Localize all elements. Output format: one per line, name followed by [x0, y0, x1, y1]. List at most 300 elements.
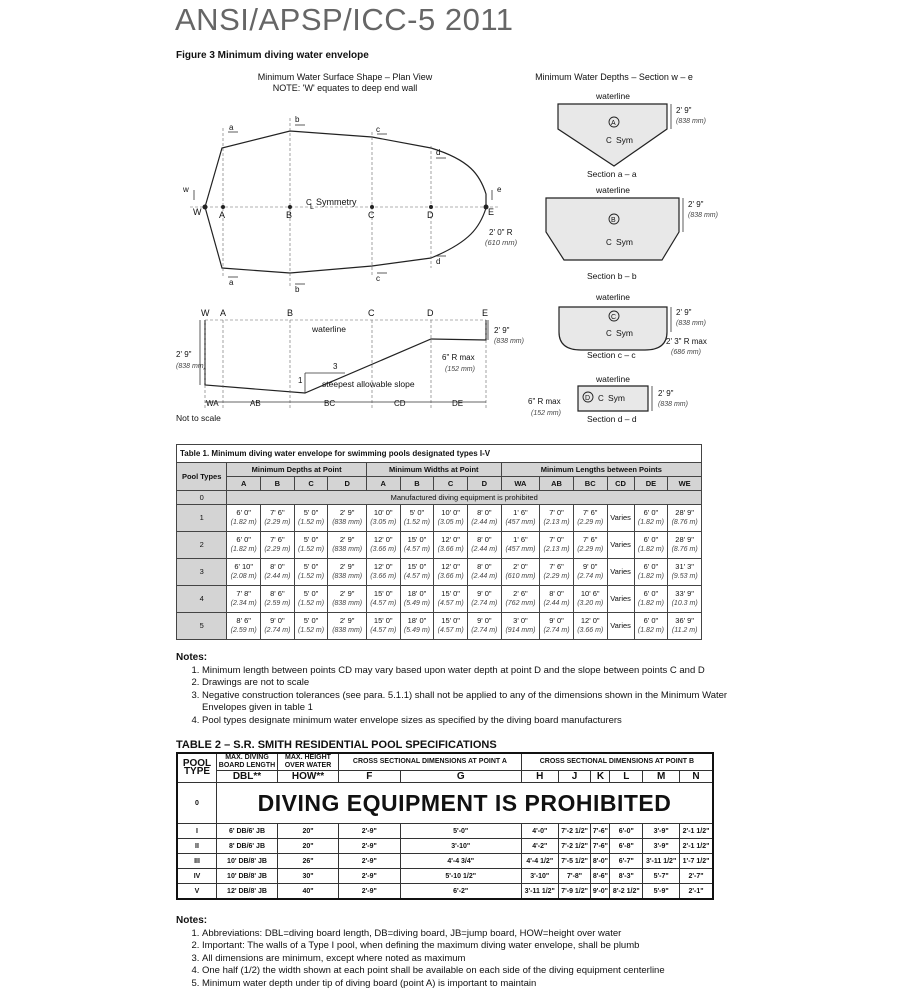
table-cell: 3'-10": [400, 839, 521, 854]
column-letter: L: [610, 771, 643, 783]
table-cell: [434, 559, 468, 586]
metric-value: (1.52 m): [403, 519, 430, 526]
table-cell: [261, 505, 295, 532]
table-cell: [294, 586, 328, 613]
column-header: A: [227, 477, 261, 491]
svg-text:1: 1: [298, 376, 303, 385]
metric-value: (838 mm): [332, 573, 363, 580]
svg-text:a: a: [229, 123, 234, 132]
svg-text:(838 mm): (838 mm): [658, 401, 688, 408]
table-cell: [366, 532, 400, 559]
metric-value: (838 mm): [332, 546, 363, 553]
pool-types-header: Pool Types: [177, 463, 227, 491]
document-title: ANSI/APSP/ICC-5 2011: [175, 2, 514, 37]
table-row: [177, 613, 702, 640]
column-header: C: [434, 477, 468, 491]
table-cell: [328, 559, 367, 586]
metric-value: (3.66 m): [437, 546, 464, 553]
svg-text:Sym: Sym: [616, 328, 633, 338]
imperial-value: 8' 0": [549, 589, 564, 598]
table-cell: 7'-2 1/2": [558, 839, 591, 854]
table-cell: [227, 613, 261, 640]
table-cell: [668, 613, 702, 640]
table-cell: [501, 586, 540, 613]
table-cell: [540, 559, 574, 586]
table-cell: 2'-1 1/2": [680, 839, 713, 854]
svg-text:B: B: [287, 308, 294, 318]
imperial-value: 8' 0": [270, 562, 285, 571]
metric-value: (2.08 m): [230, 573, 257, 580]
svg-text:A: A: [220, 308, 227, 318]
table-cell: 20": [278, 824, 339, 839]
section-b: [546, 198, 679, 260]
svg-text:waterline: waterline: [596, 374, 631, 384]
metric-value: (762 mm): [505, 600, 536, 607]
svg-text:d: d: [436, 148, 441, 157]
metric-value: (4.57 m): [370, 600, 397, 607]
table-cell: [366, 505, 400, 532]
svg-text:2' 9": 2' 9": [676, 106, 692, 115]
svg-text:c: c: [376, 125, 380, 134]
svg-text:BC: BC: [324, 399, 336, 408]
section-title: Minimum Water Depths – Section w – e: [535, 72, 693, 82]
column-header: A: [366, 477, 400, 491]
table-1-caption: Table 1. Minimum diving water envelope for swimming pools designated types I-V: [177, 445, 702, 463]
metric-value: (2.29 m): [577, 519, 604, 526]
imperial-value: 12' 0": [373, 535, 393, 544]
figure-diagram: [0, 0, 900, 440]
label-A: A: [219, 210, 226, 220]
table-cell: [328, 532, 367, 559]
figure-caption: Figure 3 Minimum diving water envelope: [176, 50, 369, 61]
table-row: [177, 559, 702, 586]
metric-value: (2.44 m): [471, 546, 498, 553]
imperial-value: 7' 6": [270, 535, 285, 544]
plan-note: NOTE: 'W' equates to deep end wall: [272, 83, 418, 93]
metric-value: (1.52 m): [298, 600, 325, 607]
svg-text:(686 mm): (686 mm): [671, 349, 701, 356]
table-cell: [467, 613, 501, 640]
table-cell: 6'-0": [610, 824, 643, 839]
label-B: B: [286, 210, 293, 220]
svg-text:Section a – a: Section a – a: [587, 169, 637, 179]
metric-value: (1.82 m): [637, 627, 664, 634]
table-cell: [668, 559, 702, 586]
table-cell: 2'-9": [339, 884, 401, 900]
metric-value: (2.29 m): [264, 546, 291, 553]
column-letter: H: [521, 771, 558, 783]
table-cell: 4'-4 3/4": [400, 854, 521, 869]
metric-value: (838 mm): [332, 627, 363, 634]
metric-value: (3.66 m): [577, 627, 604, 634]
imperial-value: 7' 0": [549, 535, 564, 544]
row-type-0: 0: [177, 783, 217, 824]
svg-text:2' 9": 2' 9": [676, 308, 692, 317]
imperial-value: 9' 0": [549, 616, 564, 625]
svg-text:Section b – b: Section b – b: [587, 271, 637, 281]
imperial-value: 6' 0": [643, 535, 659, 544]
notes-2-heading: Notes:: [176, 915, 208, 926]
svg-text:(838 mm): (838 mm): [688, 212, 718, 219]
imperial-value: 9' 0": [582, 562, 598, 571]
table-cell: 10' DB/8' JB: [217, 869, 278, 884]
imperial-value: 33' 9": [675, 589, 694, 598]
table-cell: [434, 586, 468, 613]
table-cell: 2'-9": [339, 839, 401, 854]
notes-1-heading: Notes:: [176, 652, 208, 663]
table-cell: [467, 586, 501, 613]
svg-text:Sym: Sym: [616, 237, 633, 247]
svg-text:C: C: [606, 238, 612, 247]
radius-label: 2' 0" R: [489, 228, 513, 237]
table-cell: [294, 559, 328, 586]
table-cell: [261, 532, 295, 559]
table-cell: [668, 505, 702, 532]
table-row: [177, 839, 713, 854]
svg-text:waterline: waterline: [312, 324, 347, 334]
table-cell: [501, 559, 540, 586]
table-row: [177, 505, 702, 532]
svg-text:waterline: waterline: [596, 292, 631, 302]
imperial-value: 2' 9": [339, 562, 355, 571]
metric-value: (838 mm): [332, 600, 363, 607]
table-cell: 4'-4 1/2": [521, 854, 558, 869]
svg-text:(838 mm): (838 mm): [676, 118, 706, 125]
imperial-value: 7' 6": [582, 508, 598, 517]
imperial-value: Varies: [610, 513, 631, 522]
metric-value: (914 mm): [505, 627, 536, 634]
metric-value: (4.57 m): [403, 573, 430, 580]
metric-value: (2.74 m): [577, 573, 604, 580]
metric-value: (2.74 m): [471, 627, 498, 634]
plan-title: Minimum Water Surface Shape – Plan View: [257, 72, 433, 82]
table-cell: [328, 613, 367, 640]
table-cell: [261, 586, 295, 613]
metric-value: (4.57 m): [437, 600, 464, 607]
metric-value: (2.29 m): [577, 546, 604, 553]
column-letter: M: [643, 771, 680, 783]
imperial-value: 2' 0": [513, 562, 528, 571]
table-cell: 5'-0": [400, 824, 521, 839]
table-cell: 8'-6": [591, 869, 610, 884]
table-cell: 1'-7 1/2": [680, 854, 713, 869]
column-letter: N: [680, 771, 713, 783]
svg-text:2' 9": 2' 9": [494, 326, 510, 335]
table-cell: [573, 586, 607, 613]
table-cell: 3'-10": [521, 869, 558, 884]
metric-value: (2.44 m): [471, 573, 498, 580]
svg-text:(610 mm): (610 mm): [485, 238, 518, 247]
svg-text:DE: DE: [452, 399, 464, 408]
row-type-0: 0: [177, 491, 227, 505]
table-cell: [607, 586, 634, 613]
imperial-value: 28' 9": [675, 508, 694, 517]
table-cell: [366, 613, 400, 640]
svg-text:waterline: waterline: [596, 91, 631, 101]
table-cell: 5'-10 1/2": [400, 869, 521, 884]
metric-value: (3.66 m): [370, 573, 397, 580]
row-type: 5: [177, 613, 227, 640]
imperial-value: 10' 0": [373, 508, 393, 517]
imperial-value: 7' 6": [270, 508, 285, 517]
table-cell: [434, 505, 468, 532]
table-cell: [328, 586, 367, 613]
row-type: 2: [177, 532, 227, 559]
metric-value: (4.57 m): [370, 627, 397, 634]
widths-header: Minimum Widths at Point: [366, 463, 501, 477]
table-cell: 26": [278, 854, 339, 869]
column-header: WA: [501, 477, 540, 491]
metric-value: (11.2 m): [671, 627, 698, 634]
table-cell: 8'-0": [591, 854, 610, 869]
column-header: B: [400, 477, 434, 491]
svg-text:d: d: [436, 257, 441, 266]
table-cell: [400, 586, 434, 613]
imperial-value: 2' 9": [339, 589, 355, 598]
metric-value: (838 mm): [332, 519, 363, 526]
svg-text:C: C: [598, 394, 604, 403]
svg-text:(838 mm): (838 mm): [676, 320, 706, 327]
table-cell: 8'-2 1/2": [610, 884, 643, 900]
row-type: II: [177, 839, 217, 854]
imperial-value: 5' 0": [303, 616, 319, 625]
imperial-value: Varies: [610, 594, 631, 603]
table-cell: 2'-7": [680, 869, 713, 884]
svg-text:D: D: [427, 308, 434, 318]
symmetry-label: Symmetry: [316, 197, 357, 207]
imperial-value: 7' 6": [549, 562, 564, 571]
column-header-row: [177, 477, 702, 491]
prohibited-banner: DIVING EQUIPMENT IS PROHIBITED: [217, 783, 714, 824]
imperial-value: Varies: [610, 621, 631, 630]
metric-value: (5.49 m): [403, 627, 430, 634]
table-2-letter-row: DBL** HOW** F G H J K L M N: [177, 771, 713, 783]
table-cell: [467, 532, 501, 559]
label-W: W: [193, 207, 202, 217]
row-type: V: [177, 884, 217, 900]
metric-value: (1.82 m): [637, 573, 664, 580]
metric-value: (2.29 m): [543, 573, 570, 580]
table-cell: 3'-11 1/2": [643, 854, 680, 869]
metric-value: (4.57 m): [437, 627, 464, 634]
metric-value: (5.49 m): [403, 600, 430, 607]
imperial-value: 2' 9": [339, 535, 355, 544]
svg-text:AB: AB: [250, 399, 261, 408]
pool-type-header: POOL TYPE: [177, 753, 217, 783]
table-row: [177, 884, 713, 900]
table-cell: 7'-6": [591, 824, 610, 839]
column-header: BC: [573, 477, 607, 491]
imperial-value: 7' 8": [236, 589, 251, 598]
metric-value: (2.59 m): [264, 600, 291, 607]
row-type: 1: [177, 505, 227, 532]
table-cell: 6'-8": [610, 839, 643, 854]
note-item: 3. Negative construction tolerances (see para. 5.1.1) shall not be applied to any of the dimensions shown in the Minimum Water Envelopes given in table 1: [202, 690, 736, 715]
table-cell: 6' DB/6' JB: [217, 824, 278, 839]
imperial-value: 28' 9": [675, 535, 694, 544]
svg-text:E: E: [482, 308, 489, 318]
imperial-value: 6' 0": [236, 508, 251, 517]
column-header: B: [261, 477, 295, 491]
imperial-value: 12' 0": [441, 535, 460, 544]
imperial-value: 15' 0": [407, 562, 427, 571]
table-cell: 30": [278, 869, 339, 884]
note-item: 5. Minimum water depth under tip of diving board (point A) is important to maintain: [202, 978, 736, 991]
column-letter: G: [400, 771, 521, 783]
svg-text:2' 3" R max: 2' 3" R max: [666, 337, 707, 346]
table-cell: 12' DB/8' JB: [217, 884, 278, 900]
table-cell: [634, 586, 668, 613]
svg-text:B: B: [611, 217, 616, 224]
svg-text:2' 9": 2' 9": [688, 200, 704, 209]
row-type: 4: [177, 586, 227, 613]
note-item: 1. Minimum length between points CD may vary based upon water depth at point D and the slope between points C and D: [202, 665, 736, 678]
imperial-value: 1' 6": [513, 535, 528, 544]
table-cell: [634, 559, 668, 586]
svg-text:steepest allowable slope: steepest allowable slope: [322, 379, 415, 389]
imperial-value: 18' 0": [407, 589, 427, 598]
metric-value: (1.52 m): [298, 573, 325, 580]
table-cell: [607, 613, 634, 640]
label-D: D: [427, 210, 434, 220]
svg-text:D: D: [585, 395, 591, 402]
table-cell: 20": [278, 839, 339, 854]
metric-value: (3.05 m): [370, 519, 397, 526]
column-header: WE: [668, 477, 702, 491]
imperial-value: 3' 0": [513, 616, 528, 625]
table-cell: [573, 505, 607, 532]
metric-value: (10.3 m): [671, 600, 698, 607]
table-cell: [540, 505, 574, 532]
metric-value: (8.76 m): [671, 546, 698, 553]
imperial-value: 6' 0": [643, 562, 659, 571]
svg-text:Section c – c: Section c – c: [587, 350, 636, 360]
table-cell: 2'-9": [339, 854, 401, 869]
table-row: [177, 586, 702, 613]
imperial-value: 18' 0": [407, 616, 427, 625]
svg-text:a: a: [229, 278, 234, 287]
table-cell: [294, 532, 328, 559]
imperial-value: 8' 6": [236, 616, 251, 625]
table-row: [177, 532, 702, 559]
imperial-value: 12' 0": [580, 616, 600, 625]
imperial-value: 31' 3": [675, 562, 694, 571]
note-item: 3. All dimensions are minimum, except where noted as maximum: [202, 953, 736, 966]
metric-value: (2.74 m): [264, 627, 291, 634]
imperial-value: 10' 6": [580, 589, 600, 598]
metric-value: (3.66 m): [437, 573, 464, 580]
svg-text:Sym: Sym: [616, 135, 633, 145]
table-cell: [227, 586, 261, 613]
table-cell: [501, 613, 540, 640]
table-cell: [573, 532, 607, 559]
table-cell: 8' DB/6' JB: [217, 839, 278, 854]
metric-value: (1.82 m): [637, 519, 664, 526]
svg-text:b: b: [295, 285, 300, 294]
table-cell: [366, 559, 400, 586]
table-cell: [227, 559, 261, 586]
table-cell: [467, 505, 501, 532]
svg-text:L: L: [310, 204, 314, 211]
table-cell: 4'-0": [521, 824, 558, 839]
metric-value: (2.44 m): [264, 573, 291, 580]
table-cell: 2'-1 1/2": [680, 824, 713, 839]
svg-text:C: C: [306, 198, 312, 207]
row-type: III: [177, 854, 217, 869]
table-cell: 6'-7": [610, 854, 643, 869]
table-cell: [573, 559, 607, 586]
svg-text:2' 9": 2' 9": [658, 389, 674, 398]
table-cell: [294, 505, 328, 532]
imperial-value: 9' 0": [477, 616, 492, 625]
table-cell: 5'-9": [643, 884, 680, 900]
svg-text:(838 mm): (838 mm): [494, 338, 524, 345]
imperial-value: 5' 0": [409, 508, 425, 517]
imperial-value: 9' 0": [270, 616, 285, 625]
imperial-value: 5' 0": [303, 535, 319, 544]
imperial-value: 7' 0": [549, 508, 564, 517]
table-cell: [434, 532, 468, 559]
imperial-value: 6' 10": [234, 562, 254, 571]
svg-text:w: w: [183, 185, 189, 194]
table-cell: [434, 613, 468, 640]
table-cell: 4'-2": [521, 839, 558, 854]
imperial-value: 5' 0": [303, 562, 319, 571]
table-cell: [400, 613, 434, 640]
row-type: I: [177, 824, 217, 839]
svg-text:C: C: [611, 314, 617, 321]
metric-value: (1.82 m): [637, 600, 664, 607]
metric-value: (3.20 m): [577, 600, 604, 607]
notes-1: [176, 652, 736, 727]
svg-text:WA: WA: [206, 399, 219, 408]
imperial-value: 5' 0": [303, 508, 319, 517]
table-cell: 5'-7": [643, 869, 680, 884]
imperial-value: 2' 9": [339, 616, 355, 625]
column-header: AB: [540, 477, 574, 491]
table-row: [177, 869, 713, 884]
metric-value: (1.82 m): [637, 546, 664, 553]
metric-value: (2.44 m): [543, 600, 570, 607]
depths-header: Minimum Depths at Point: [227, 463, 367, 477]
svg-text:2' 9": 2' 9": [176, 350, 192, 359]
table-cell: [400, 532, 434, 559]
metric-value: (4.57 m): [403, 546, 430, 553]
svg-text:6" R max: 6" R max: [528, 397, 561, 406]
svg-text:waterline: waterline: [596, 185, 631, 195]
column-letter: K: [591, 771, 610, 783]
column-header: C: [294, 477, 328, 491]
metric-value: (1.82 m): [230, 519, 257, 526]
metric-value: (610 mm): [505, 573, 536, 580]
imperial-value: 15' 0": [373, 616, 393, 625]
table-cell: 7'-8": [558, 869, 591, 884]
column-letter: F: [339, 771, 401, 783]
row-type: 3: [177, 559, 227, 586]
imperial-value: 6' 0": [236, 535, 251, 544]
table-cell: [668, 532, 702, 559]
imperial-value: 15' 0": [441, 589, 460, 598]
column-header: DE: [634, 477, 668, 491]
metric-value: (1.52 m): [298, 627, 325, 634]
note-item: 4. One half (1/2) the width shown at each point shall be available on each side of the diving equipment centerline: [202, 965, 736, 978]
table-cell: 40": [278, 884, 339, 900]
table-cell: [540, 613, 574, 640]
table-cell: [400, 559, 434, 586]
table-cell: [501, 532, 540, 559]
svg-text:c: c: [376, 274, 380, 283]
metric-value: (3.66 m): [370, 546, 397, 553]
